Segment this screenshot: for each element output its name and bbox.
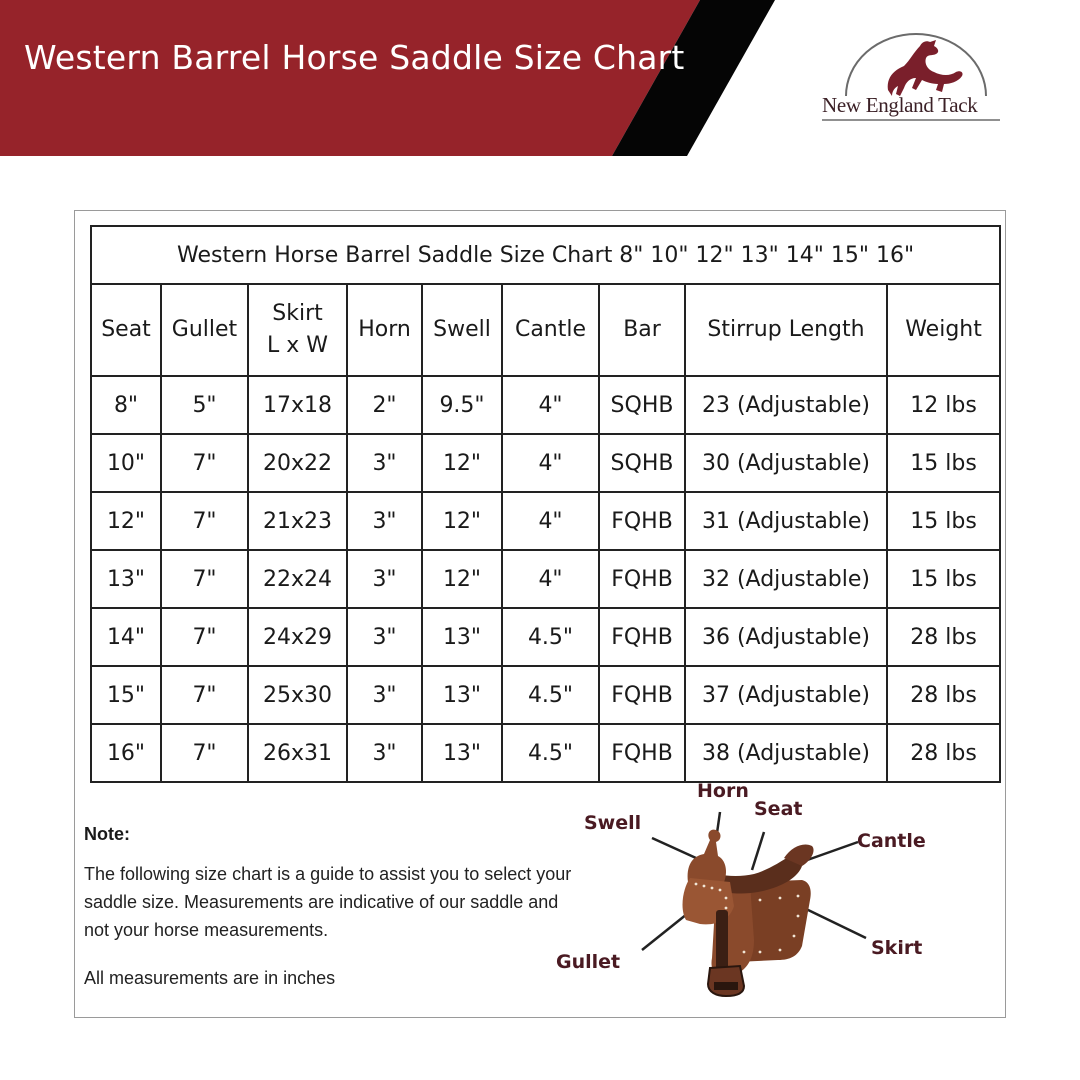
column-header-label: Cantle <box>514 317 587 342</box>
horn-label: Horn <box>697 780 749 802</box>
table-cell: SQHB <box>599 376 685 434</box>
table-cell: 7" <box>161 666 248 724</box>
table-cell: 15 lbs <box>887 550 1000 608</box>
table-cell: 28 lbs <box>887 666 1000 724</box>
column-header <box>91 284 161 376</box>
table-cell: 7" <box>161 434 248 492</box>
table-cell: 4.5" <box>502 666 599 724</box>
table-cell: 32 (Adjustable) <box>685 550 887 608</box>
page-title: Western Barrel Horse Saddle Size Chart <box>24 38 685 77</box>
table-cell: 3" <box>347 434 422 492</box>
table-cell: FQHB <box>599 724 685 782</box>
table-row <box>91 376 1000 434</box>
table-cell: 13" <box>422 608 502 666</box>
note-title: Note: <box>84 824 130 844</box>
table-cell: 14" <box>91 608 161 666</box>
column-header-label: Swell <box>433 317 491 342</box>
table-cell: 13" <box>91 550 161 608</box>
table-cell: 17x18 <box>248 376 347 434</box>
column-header-sublabel: L x W <box>266 333 328 358</box>
table-cell: 8" <box>91 376 161 434</box>
table-cell: 12" <box>422 492 502 550</box>
note-body: The following size chart is a guide to assist you to select your saddle size. Measurements are indicative of our saddle and not your horse measurements. <box>84 864 572 940</box>
table-cell: SQHB <box>599 434 685 492</box>
table-cell: 7" <box>161 724 248 782</box>
table-cell: 12" <box>422 434 502 492</box>
table-cell: 26x31 <box>248 724 347 782</box>
cantle-label: Cantle <box>857 830 926 852</box>
banner-red-band <box>0 0 700 156</box>
table-cell: 21x23 <box>248 492 347 550</box>
table-cell: 13" <box>422 724 502 782</box>
table-cell: 3" <box>347 492 422 550</box>
table-cell: 4" <box>502 492 599 550</box>
column-header-label: Skirt <box>272 301 323 326</box>
table-cell: 4.5" <box>502 724 599 782</box>
column-header <box>161 284 248 376</box>
table-header-row <box>91 284 1000 376</box>
column-header-label: Stirrup Length <box>707 317 865 342</box>
table-cell: 3" <box>347 724 422 782</box>
table-row <box>91 434 1000 492</box>
column-header-label: Weight <box>905 317 982 342</box>
table-cell: 12 lbs <box>887 376 1000 434</box>
column-header <box>248 284 347 376</box>
saddle-diagram <box>540 770 1000 1010</box>
column-header-label: Bar <box>623 317 661 342</box>
table-cell: 28 lbs <box>887 608 1000 666</box>
column-header <box>347 284 422 376</box>
table-caption: Western Horse Barrel Saddle Size Chart 8" 10" 12" 13" 14" 15" 16" <box>91 226 1000 284</box>
table-cell: 24x29 <box>248 608 347 666</box>
table-cell: 7" <box>161 608 248 666</box>
table-cell: 20x22 <box>248 434 347 492</box>
table-cell: 12" <box>91 492 161 550</box>
table-cell: 22x24 <box>248 550 347 608</box>
table-cell: 10" <box>91 434 161 492</box>
skirt-label: Skirt <box>871 937 923 959</box>
column-header-label: Gullet <box>171 317 238 342</box>
table-cell: 4" <box>502 434 599 492</box>
table-cell: FQHB <box>599 608 685 666</box>
table-cell: 28 lbs <box>887 724 1000 782</box>
table-cell: 5" <box>161 376 248 434</box>
table-cell: 4" <box>502 550 599 608</box>
table-row <box>91 550 1000 608</box>
table-cell: 16" <box>91 724 161 782</box>
table-cell: 13" <box>422 666 502 724</box>
table-cell: FQHB <box>599 492 685 550</box>
table-cell: 3" <box>347 666 422 724</box>
column-header <box>422 284 502 376</box>
note-units: All measurements are in inches <box>84 968 336 988</box>
table-row <box>91 492 1000 550</box>
column-header <box>685 284 887 376</box>
seat-label: Seat <box>754 798 803 820</box>
table-cell: 23 (Adjustable) <box>685 376 887 434</box>
column-header-label: Seat <box>101 317 151 342</box>
swell-label: Swell <box>584 812 642 834</box>
saddle-icon <box>683 830 814 996</box>
table-cell: 15" <box>91 666 161 724</box>
table-cell: 25x30 <box>248 666 347 724</box>
table-cell: 36 (Adjustable) <box>685 608 887 666</box>
table-cell: 37 (Adjustable) <box>685 666 887 724</box>
column-header <box>599 284 685 376</box>
table-cell: 4.5" <box>502 608 599 666</box>
table-cell: 15 lbs <box>887 492 1000 550</box>
table-cell: 4" <box>502 376 599 434</box>
brand-name: New England Tack <box>822 93 978 117</box>
table-caption-row <box>91 226 1000 284</box>
column-header <box>502 284 599 376</box>
size-table <box>90 225 1001 783</box>
table-cell: 31 (Adjustable) <box>685 492 887 550</box>
table-cell: 3" <box>347 550 422 608</box>
horse-icon <box>888 40 963 96</box>
column-header-label: Horn <box>358 317 411 342</box>
table-row <box>91 666 1000 724</box>
table-cell: 3" <box>347 608 422 666</box>
table-cell: 7" <box>161 492 248 550</box>
table-cell: 38 (Adjustable) <box>685 724 887 782</box>
table-cell: FQHB <box>599 550 685 608</box>
table-cell: 9.5" <box>422 376 502 434</box>
column-header <box>887 284 1000 376</box>
table-cell: 30 (Adjustable) <box>685 434 887 492</box>
table-body <box>91 376 1000 782</box>
table-row <box>91 608 1000 666</box>
table-cell: FQHB <box>599 666 685 724</box>
table-cell: 12" <box>422 550 502 608</box>
table-cell: 2" <box>347 376 422 434</box>
table-cell: 15 lbs <box>887 434 1000 492</box>
table-cell: 7" <box>161 550 248 608</box>
gullet-label: Gullet <box>556 951 621 973</box>
